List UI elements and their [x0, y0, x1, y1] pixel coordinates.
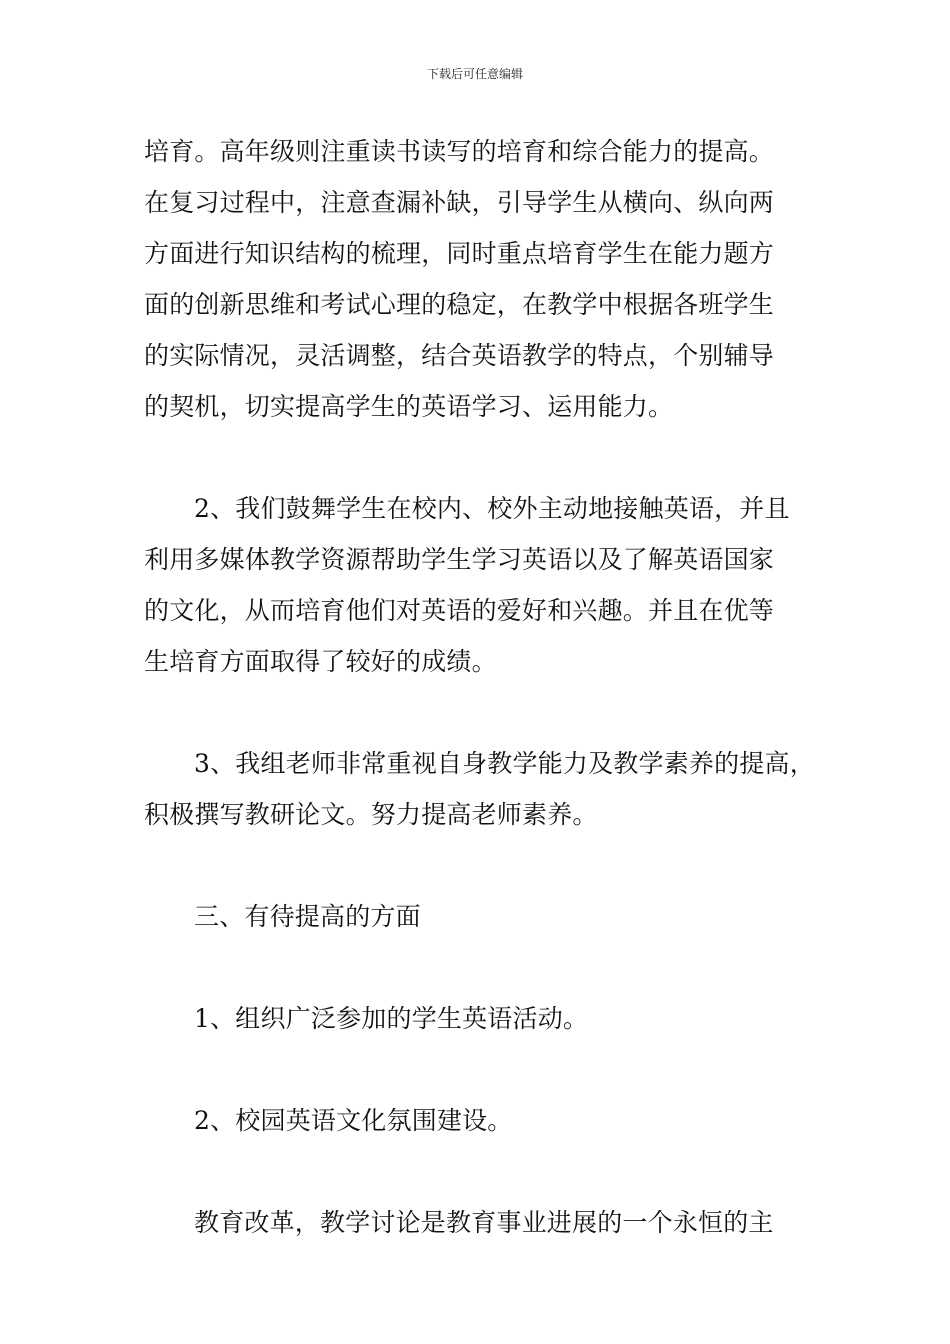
paragraph-gap	[144, 687, 824, 738]
text-line: 面的创新思维和考试心理的稳定，在教学中根据各班学生	[144, 290, 775, 319]
text-line: 2、我们鼓舞学生在校内、校外主动地接触英语，并且	[194, 494, 790, 523]
text-line: 3、我组老师非常重视自身教学能力及教学素养的提高，	[194, 749, 815, 778]
paragraph-continuation	[144, 126, 824, 432]
text-line: 的文化，从而培育他们对英语的爱好和兴趣。并且在优等	[144, 596, 775, 625]
text-line: 利用多媒体教学资源帮助学生学习英语以及了解英语国家	[144, 545, 775, 574]
text-line: 生培育方面取得了较好的成绩。	[144, 647, 497, 676]
paragraph-gap	[144, 1146, 824, 1197]
list-item-2	[144, 1095, 824, 1146]
paragraph-gap	[144, 942, 824, 993]
page-header: 下载后可任意编辑	[426, 67, 523, 81]
paragraph-gap	[144, 432, 824, 483]
document-body	[144, 126, 824, 1248]
paragraph-gap	[144, 840, 824, 891]
paragraph-item-2	[144, 483, 824, 687]
section-heading-text: 三、有待提高的方面	[194, 902, 421, 931]
text-line: 教育改革，教学讨论是教育事业进展的一个永恒的主	[194, 1208, 774, 1237]
paragraph-item-3	[144, 738, 824, 840]
paragraph-gap	[144, 1044, 824, 1095]
paragraph-closing	[144, 1197, 824, 1248]
text-line: 积极撰写教研论文。努力提高老师素养。	[144, 800, 598, 829]
text-line: 的契机，切实提高学生的英语学习、运用能力。	[144, 392, 674, 421]
text-line: 1、组织广泛参加的学生英语活动。	[194, 1004, 589, 1033]
text-line: 在复习过程中，注意查漏补缺，引导学生从横向、纵向两	[144, 188, 775, 217]
list-item-1	[144, 993, 824, 1044]
text-line: 方面进行知识结构的梳理，同时重点培育学生在能力题方	[144, 239, 775, 268]
text-line: 2、校园英语文化氛围建设。	[194, 1106, 513, 1135]
text-line: 的实际情况，灵活调整，结合英语教学的特点，个别辅导	[144, 341, 775, 370]
text-line: 培育。高年级则注重读书读写的培育和综合能力的提高。	[144, 137, 775, 166]
section-heading	[144, 891, 824, 942]
